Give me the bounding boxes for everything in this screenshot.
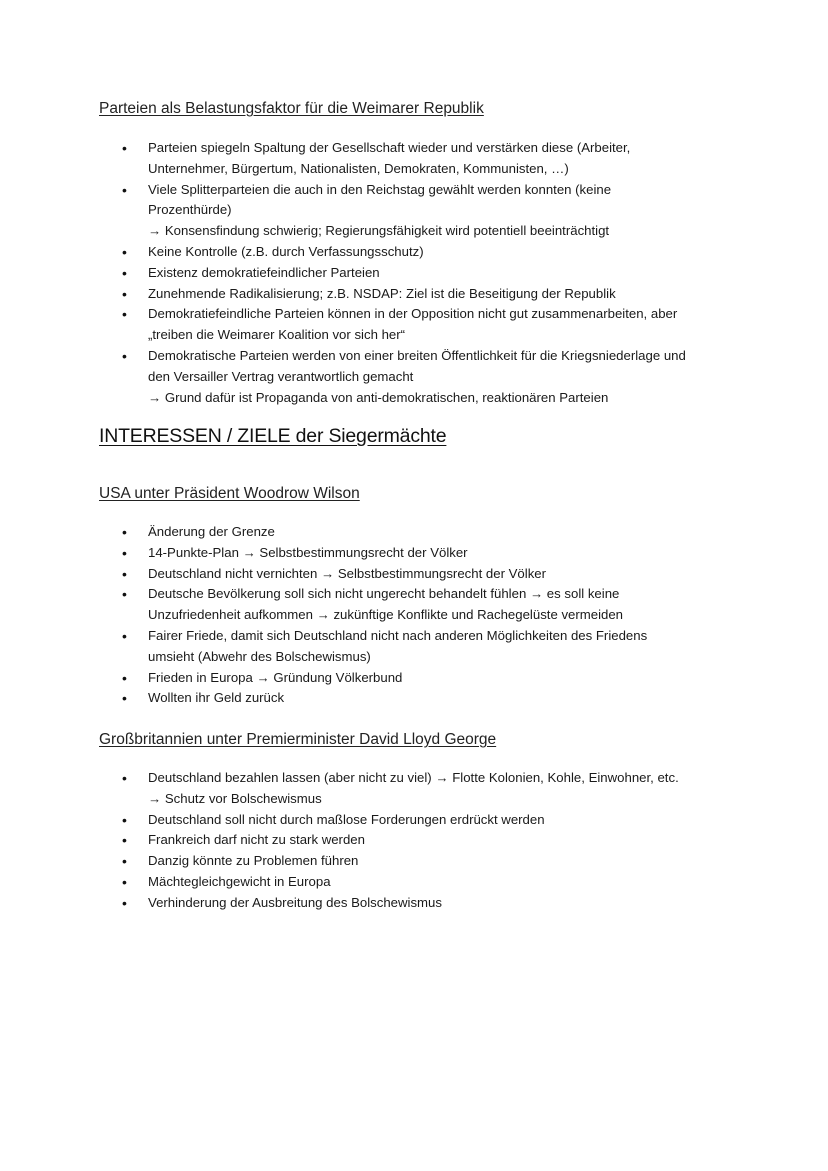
list-item: • Deutschland soll nicht durch maßlose Forderungen erdrückt werden	[0, 810, 760, 831]
list-item: • Zunehmende Radikalisierung; z.B. NSDAP: Ziel ist die Beseitigung der Republik	[0, 284, 760, 305]
list-item: • Keine Kontrolle (z.B. durch Verfassungsschutz)	[0, 242, 760, 263]
list-item: • Deutschland nicht vernichten → Selbstbestimmungsrecht der Völker	[0, 564, 760, 585]
list-item: • Verhinderung der Ausbreitung des Bolschewismus	[0, 893, 760, 914]
bullet-list-parteien	[0, 138, 760, 408]
list-item: • Danzig könnte zu Problemen führen	[0, 851, 760, 872]
list-item: • Deutsche Bevölkerung soll sich nicht ungerecht behandelt fühlen → es soll keine Unzufriedenheit aufkommen → zukünftige Konflikte und Rachegelüste vermeiden	[0, 584, 760, 626]
list-item: • Demokratische Parteien werden von einer breiten Öffentlichkeit für die Kriegsniederlage und den Versailler Vertrag verantwortlich gemacht → Grund dafür ist Propaganda von anti-demokratischen, reaktionären Parteien	[0, 346, 760, 408]
section-heading-parteien: Parteien als Belastungsfaktor für die Weimarer Republik	[99, 100, 484, 117]
section-heading-usa: USA unter Präsident Woodrow Wilson	[99, 485, 360, 502]
list-item: • Viele Splitterparteien die auch in den Reichstag gewählt werden konnten (keine Prozenthürde) → Konsensfindung schwierig; Regierungsfähigkeit wird potentiell beeinträchtigt	[0, 180, 760, 242]
list-item: • Wollten ihr Geld zurück	[0, 688, 760, 709]
list-item: • Mächtegleichgewicht in Europa	[0, 872, 760, 893]
list-item: • Existenz demokratiefeindlicher Parteien	[0, 263, 760, 284]
page-title: INTERESSEN / ZIELE der Siegermächte	[99, 425, 447, 447]
list-item: • Deutschland bezahlen lassen (aber nicht zu viel) → Flotte Kolonien, Kohle, Einwohner, etc. → Schutz vor Bolschewismus	[0, 768, 760, 810]
list-item: • Demokratiefeindliche Parteien können in der Opposition nicht gut zusammenarbeiten, aber „treiben die Weimarer Koalition vor sich her“	[0, 304, 760, 346]
list-item: • Fairer Friede, damit sich Deutschland nicht nach anderen Möglichkeiten des Friedens umsieht (Abwehr des Bolschewismus)	[0, 626, 760, 668]
list-item: • Änderung der Grenze	[0, 522, 760, 543]
bullet-list-grossbritannien	[0, 768, 760, 914]
section-heading-grossbritannien: Großbritannien unter Premierminister David Lloyd George	[99, 731, 497, 748]
list-item: • Frieden in Europa → Gründung Völkerbund	[0, 668, 760, 689]
list-item: • Parteien spiegeln Spaltung der Gesellschaft wieder und verstärken diese (Arbeiter, Unternehmer, Bürgertum, Nationalisten, Demokraten, Kommunisten, …)	[0, 138, 760, 180]
bullet-list-usa	[0, 522, 760, 709]
list-item: • Frankreich darf nicht zu stark werden	[0, 830, 760, 851]
list-item: • 14-Punkte-Plan → Selbstbestimmungsrecht der Völker	[0, 543, 760, 564]
